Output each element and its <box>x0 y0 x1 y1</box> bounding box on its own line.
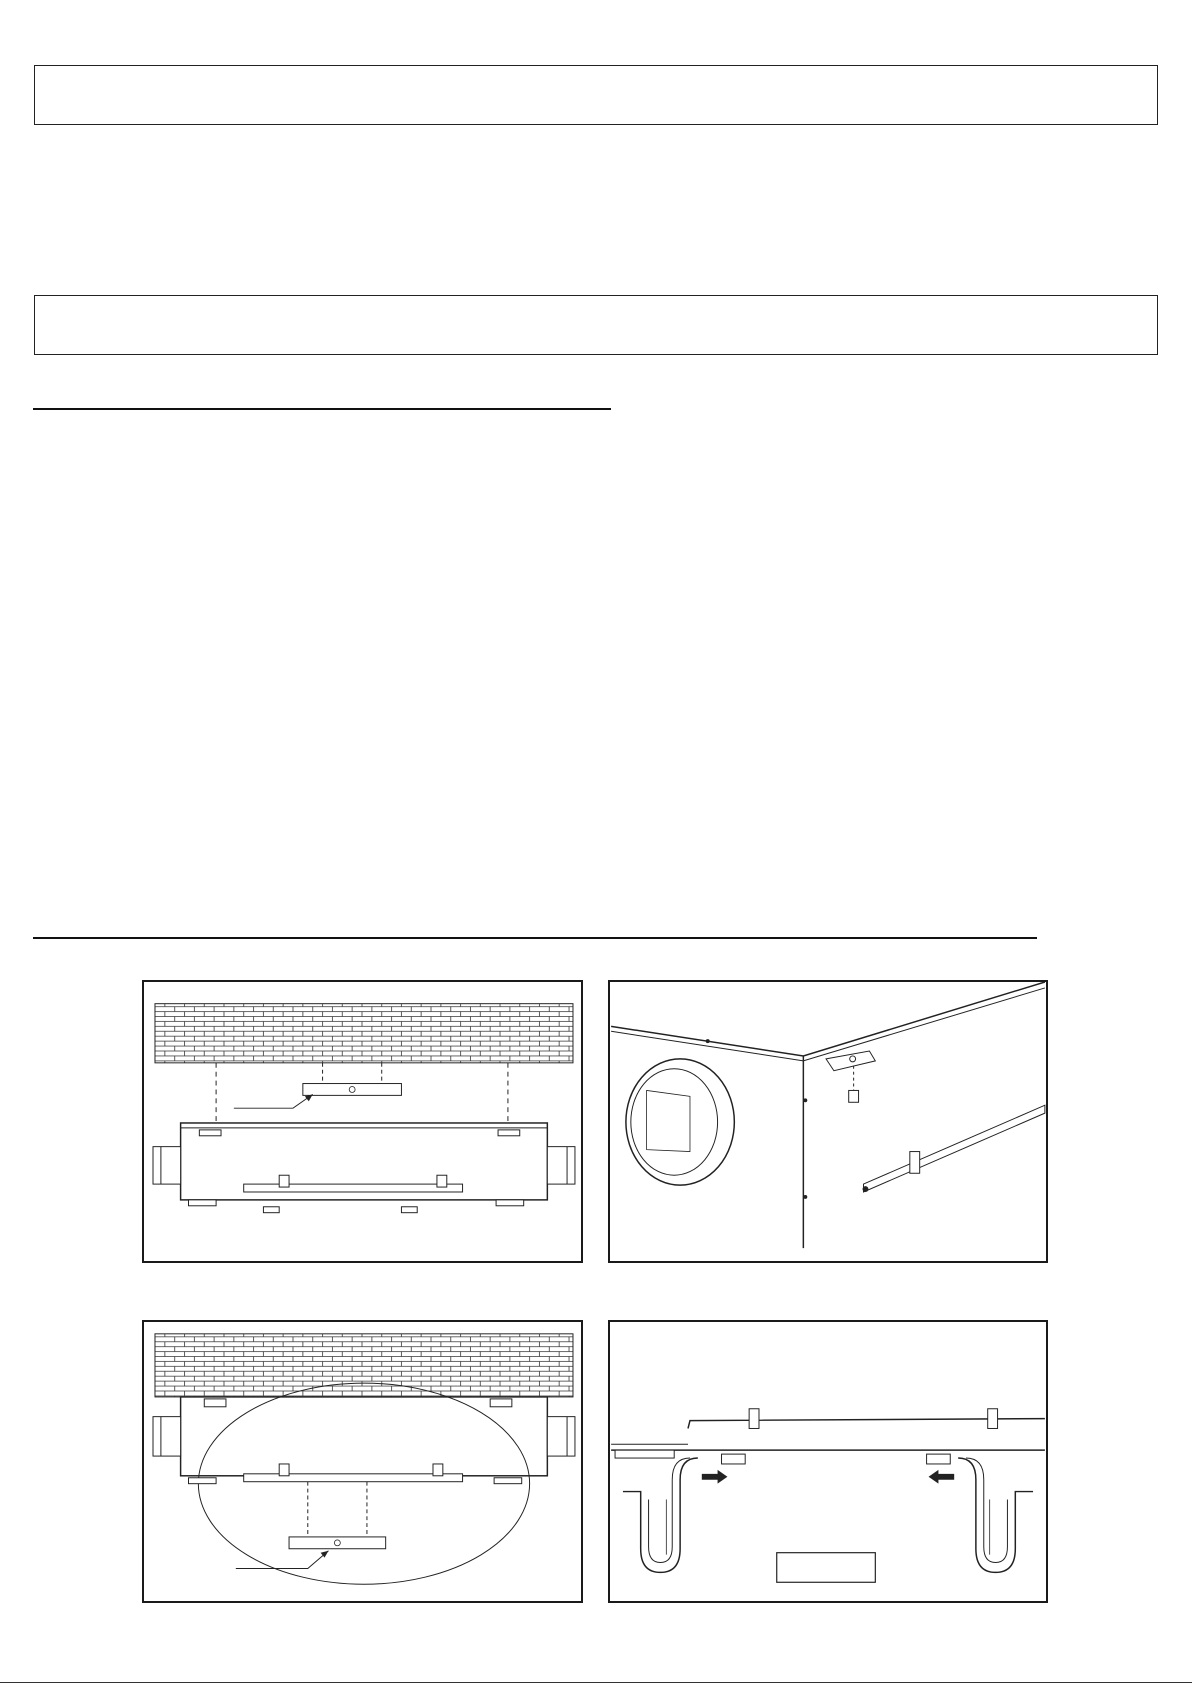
section-rule-1 <box>33 408 611 410</box>
header-box-2 <box>34 295 1158 355</box>
figure-bracket-detail <box>608 980 1048 1263</box>
section-rule-2 <box>33 937 1037 939</box>
bracket-detail-diagram <box>610 982 1046 1261</box>
figure-wall-mount-front <box>142 980 583 1263</box>
figure-drain-traps <box>608 1320 1048 1603</box>
figure-ceiling-level <box>142 1320 583 1603</box>
drain-traps-diagram <box>610 1322 1046 1601</box>
wall-mount-diagram <box>144 982 581 1261</box>
header-box-1 <box>34 65 1158 125</box>
page-footer-rule <box>0 1682 1192 1683</box>
ceiling-level-diagram <box>144 1322 581 1601</box>
